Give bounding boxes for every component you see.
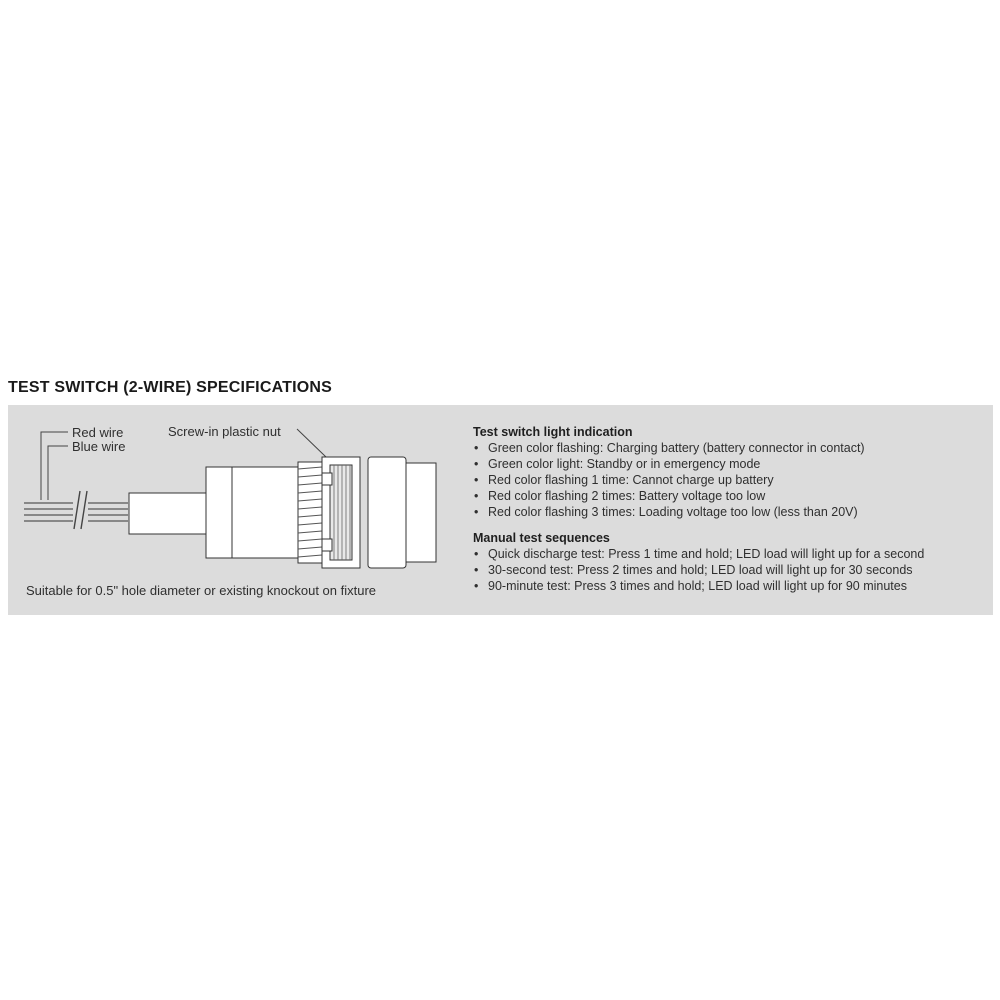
spec-panel	[8, 405, 993, 615]
wire-break-icon	[74, 491, 87, 529]
switch-body	[206, 457, 436, 568]
list-item: • Green color light: Standby or in emergency mode	[473, 456, 988, 472]
list-item: • Red color flashing 2 times: Battery voltage too low	[473, 488, 988, 504]
manual-test-list	[473, 546, 988, 594]
list-item: • 30-second test: Press 2 times and hold; LED load will light up for 30 seconds	[473, 562, 988, 578]
list-item: • Green color flashing: Charging battery (battery connector in contact)	[473, 440, 988, 456]
cable-jacket	[129, 493, 207, 534]
nut-label: Screw-in plastic nut	[168, 424, 281, 439]
list-item: • Quick discharge test: Press 1 time and hold; LED load will light up for a second	[473, 546, 988, 562]
light-indication-heading: Test switch light indication	[473, 425, 633, 439]
list-item: • Red color flashing 3 times: Loading voltage too low (less than 20V)	[473, 504, 988, 520]
list-item: • 90-minute test: Press 3 times and hold; LED load will light up for 90 minutes	[473, 578, 988, 594]
manual-test-heading: Manual test sequences	[473, 531, 610, 545]
blue-wire-label: Blue wire	[72, 439, 126, 454]
light-indication-list	[473, 440, 988, 520]
red-wire-label: Red wire	[72, 425, 124, 440]
specs-section	[473, 424, 988, 594]
page-title: TEST SWITCH (2-WIRE) SPECIFICATIONS	[8, 379, 333, 396]
list-item: • Red color flashing 1 time: Cannot charge up battery	[473, 472, 988, 488]
diagram-caption: Suitable for 0.5" hole diameter or existing knockout on fixture	[26, 583, 377, 598]
